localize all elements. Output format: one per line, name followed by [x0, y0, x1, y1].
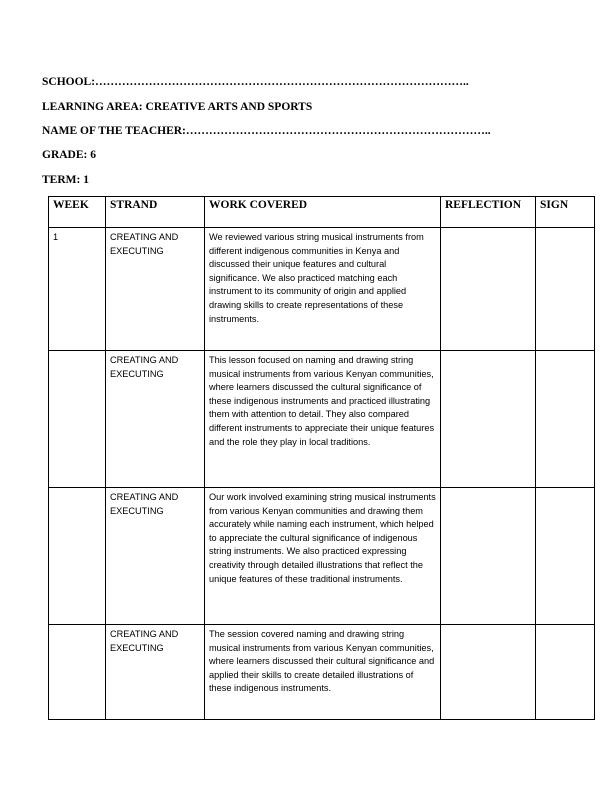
table-row: [49, 228, 595, 351]
work-covered-cell: The session covered naming and drawing string musical instruments from various Kenyan communities, where learners discussed their cultural significance and applied their skills to create detailed illustrations of these indigenous instruments.: [205, 625, 441, 720]
sign-cell[interactable]: [536, 351, 595, 488]
work-record-table: [48, 196, 595, 720]
strand-cell: CREATING AND EXECUTING: [106, 228, 205, 351]
column-header-strand: STRAND: [106, 197, 205, 228]
sign-cell[interactable]: [536, 625, 595, 720]
strand-cell: CREATING AND EXECUTING: [106, 625, 205, 720]
reflection-cell[interactable]: [441, 351, 536, 488]
column-header-reflection: REFLECTION: [441, 197, 536, 228]
work-covered-cell: We reviewed various string musical instruments from different indigenous communities in Kenya and discussed their unique features and cultural significance. We also practiced matching each instrument to its community of origin and applied drawing skills to create representations of these instruments.: [205, 228, 441, 351]
strand-cell: CREATING AND EXECUTING: [106, 351, 205, 488]
table-row: [49, 488, 595, 625]
reflection-cell[interactable]: [441, 488, 536, 625]
week-cell: 1: [49, 228, 106, 351]
week-cell: [49, 488, 106, 625]
reflection-cell[interactable]: [441, 228, 536, 351]
table-row: [49, 625, 595, 720]
week-cell: [49, 625, 106, 720]
grade-heading: GRADE: 6: [42, 149, 96, 161]
teacher-name-field: NAME OF THE TEACHER:……………………………………………………………………..: [42, 125, 491, 137]
learning-area-heading: LEARNING AREA: CREATIVE ARTS AND SPORTS: [42, 101, 313, 113]
table-row: [49, 351, 595, 488]
sign-cell[interactable]: [536, 228, 595, 351]
reflection-cell[interactable]: [441, 625, 536, 720]
term-heading: TERM: 1: [42, 174, 89, 186]
column-header-work-covered: WORK COVERED: [205, 197, 441, 228]
column-header-sign: SIGN: [536, 197, 595, 228]
school-field: SCHOOL:……………………………………………………………………………………..: [42, 76, 469, 88]
table-header-row: [49, 197, 595, 228]
strand-cell: CREATING AND EXECUTING: [106, 488, 205, 625]
work-covered-cell: Our work involved examining string musical instruments from various Kenyan communities and drawing them accurately while naming each instrument, which helped to appreciate the cultural significance of indigenous string instruments. We also practiced expressing creativity through detailed illustrations that reflect the unique features of these traditional instruments.: [205, 488, 441, 625]
work-covered-cell: This lesson focused on naming and drawing string musical instruments from various Kenyan communities, where learners discussed the cultural significance of these indigenous instruments and practiced illustrating them with attention to detail. They also compared different instruments to appreciate their unique features and the role they play in local traditions.: [205, 351, 441, 488]
sign-cell[interactable]: [536, 488, 595, 625]
week-cell: [49, 351, 106, 488]
column-header-week: WEEK: [49, 197, 106, 228]
